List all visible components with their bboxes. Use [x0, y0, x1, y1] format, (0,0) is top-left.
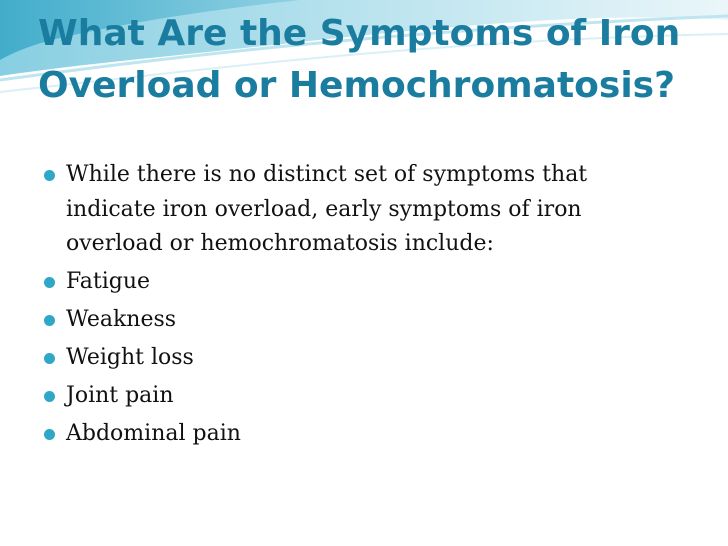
bullet-dot-icon	[44, 353, 55, 364]
bullet-dot-icon	[44, 170, 55, 181]
slide-title	[38, 8, 698, 112]
bullet-text-line: Joint pain	[66, 383, 174, 408]
bullet-item	[44, 303, 644, 338]
bullet-text-line: overload or hemochromatosis include:	[66, 231, 494, 256]
bullet-dot-icon	[44, 277, 55, 288]
slide-title-line-2: Overload or Hemochromatosis?	[38, 65, 675, 106]
bullet-item	[44, 265, 644, 300]
bullet-text-line: Weight loss	[66, 345, 194, 370]
bullet-item	[44, 379, 644, 414]
bullet-text-line: indicate iron overload, early symptoms of iron	[66, 196, 582, 222]
bullet-text-line: Fatigue	[66, 269, 151, 294]
bullet-dot-icon	[44, 391, 55, 402]
bullet-item	[44, 341, 644, 376]
bullet-item	[44, 417, 644, 452]
bullet-text-line: Abdominal pain	[66, 421, 241, 446]
bullet-text-line: Weakness	[66, 307, 177, 332]
bullet-item	[44, 158, 644, 262]
bullet-dot-icon	[44, 429, 55, 440]
slide-title-line-1: What Are the Symptoms of Iron	[38, 13, 681, 54]
bullet-text-line: While there is no distinct set of symptoms that	[66, 162, 588, 187]
bullet-dot-icon	[44, 315, 55, 326]
bullet-list	[44, 158, 644, 455]
